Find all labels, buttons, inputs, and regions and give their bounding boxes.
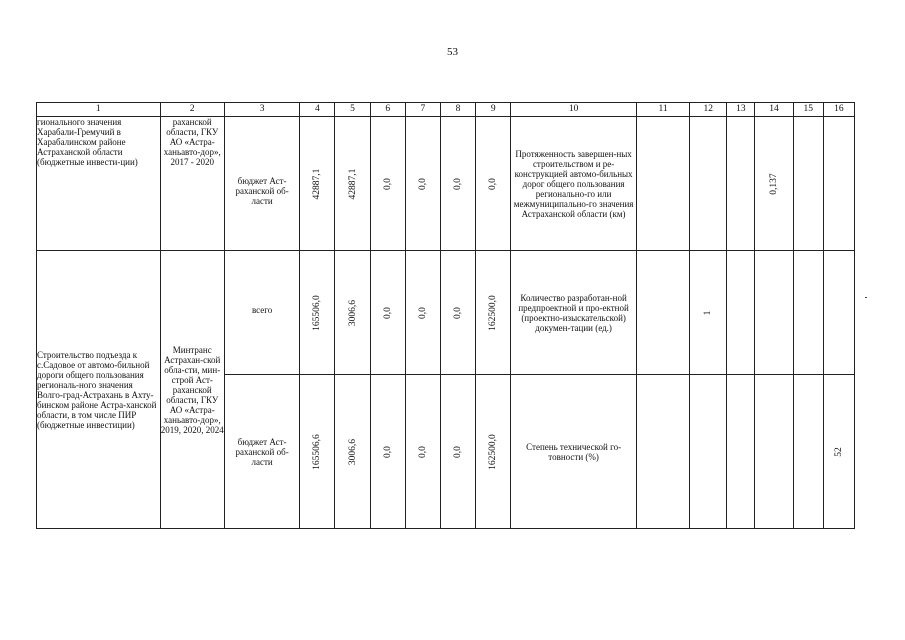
column-header: 8 [440,103,475,117]
empty-cell [755,375,793,529]
value-text: 0,0 [382,306,393,319]
value-text: 0,0 [453,306,464,319]
empty-cell [727,117,755,251]
column-header: 7 [405,103,440,117]
value-text: 0,0 [417,177,428,190]
column-header: 3 [224,103,299,117]
value-text: 0,0 [417,445,428,458]
column-header: 2 [160,103,224,117]
value-cell [823,375,854,529]
column-header: 5 [335,103,370,117]
funding-source-cell [224,251,299,375]
value-text: 0,0 [488,177,499,190]
column-header: 6 [370,103,405,117]
empty-cell [793,117,823,251]
value-cell [476,375,511,529]
value-text: 1 [703,310,714,315]
empty-cell [690,117,727,251]
value-cell [300,117,335,251]
column-header: 1 [37,103,161,117]
program-table [36,102,855,529]
header-row [37,103,855,117]
value-cell [440,375,475,529]
value-text: 3006,6 [347,299,358,326]
value-text: 0,0 [453,445,464,458]
column-header: 9 [476,103,511,117]
value-text: 0,0 [417,306,428,319]
value-cell [370,375,405,529]
empty-cell [793,375,823,529]
executor-cell: раханской области, ГКУ АО «Астра-ханьавто-дор», 2017 - 2020 [160,117,224,251]
value-cell [405,375,440,529]
value-text: 0,137 [769,172,780,195]
empty-cell [793,251,823,375]
page-number: 53 [447,46,458,58]
empty-cell [727,251,755,375]
value-text: 165506,6 [312,433,323,470]
value-text: 162500,0 [488,433,499,470]
value-cell [690,251,727,375]
value-text: 0,0 [382,445,393,458]
executor-cell: Минтранс Астрахан-ской обла-сти, мин-строй Аст-раханской области, ГКУ АО «Астра-ханьавто-дор», 2019, 2020, 2024 [160,251,224,529]
empty-cell [636,117,689,251]
value-cell [476,251,511,375]
column-header: 13 [727,103,755,117]
funding-source-text: всего [251,304,273,315]
column-header: 15 [793,103,823,117]
indicator-cell: Количество разработан-ной предпроектной и про-ектной (проектно-изыскательской) докумен-тации (ед.) [511,251,637,375]
value-cell [755,117,793,251]
empty-cell [690,375,727,529]
value-cell [335,117,370,251]
object-name-cell: Строительство подъезда к с.Садовое от автомо-бильной дороги общего пользования региональ-ного значения Волго-град-Астрахань в Ахту-бинском районе Астра-ханской области, в том числе ПИР (бюджетные инвестиции) [37,251,161,529]
value-text: 42887,1 [312,168,323,199]
funding-source-text: бюджет Аст-раханской об-ласти [235,436,289,467]
empty-cell [755,251,793,375]
value-text: 42887,1 [347,168,358,199]
column-header: 16 [823,103,854,117]
indicator-cell: Протяженность завершен-ных строительством и ре-конструкцией автомо-бильных дорог общего пользования регионально-го или межмуниципально-го значения Астраханской области (км) [511,117,637,251]
value-cell [476,117,511,251]
value-cell [300,375,335,529]
funding-source-cell [224,375,299,529]
object-name-cell: гионального значения Харабали-Гремучий в Харабалинском районе Астраханской области (бюджетные инвести-ции) [37,117,161,251]
value-cell [405,251,440,375]
funding-source-text: бюджет Аст-раханской об-ласти [235,175,289,206]
value-cell [440,117,475,251]
empty-cell [727,375,755,529]
scan-mark [865,297,867,298]
column-header: 14 [755,103,793,117]
column-header: 4 [300,103,335,117]
value-cell [440,251,475,375]
value-text: 52 [833,446,844,457]
value-text: 162500,0 [488,294,499,331]
value-text: 3006,6 [347,438,358,465]
value-text: 0,0 [382,177,393,190]
value-cell [335,375,370,529]
value-text: 165506,0 [312,294,323,331]
empty-cell [636,251,689,375]
value-cell [300,251,335,375]
value-cell [405,117,440,251]
value-cell [335,251,370,375]
value-text: 0,0 [453,177,464,190]
empty-cell [823,251,854,375]
column-header: 10 [511,103,637,117]
column-header: 11 [636,103,689,117]
table-row [37,251,855,375]
value-cell [370,251,405,375]
column-header: 12 [690,103,727,117]
value-cell [370,117,405,251]
funding-source-cell [224,117,299,251]
indicator-cell: Степень технической го-товности (%) [511,375,637,529]
empty-cell [636,375,689,529]
empty-cell [823,117,854,251]
table-row [37,117,855,251]
